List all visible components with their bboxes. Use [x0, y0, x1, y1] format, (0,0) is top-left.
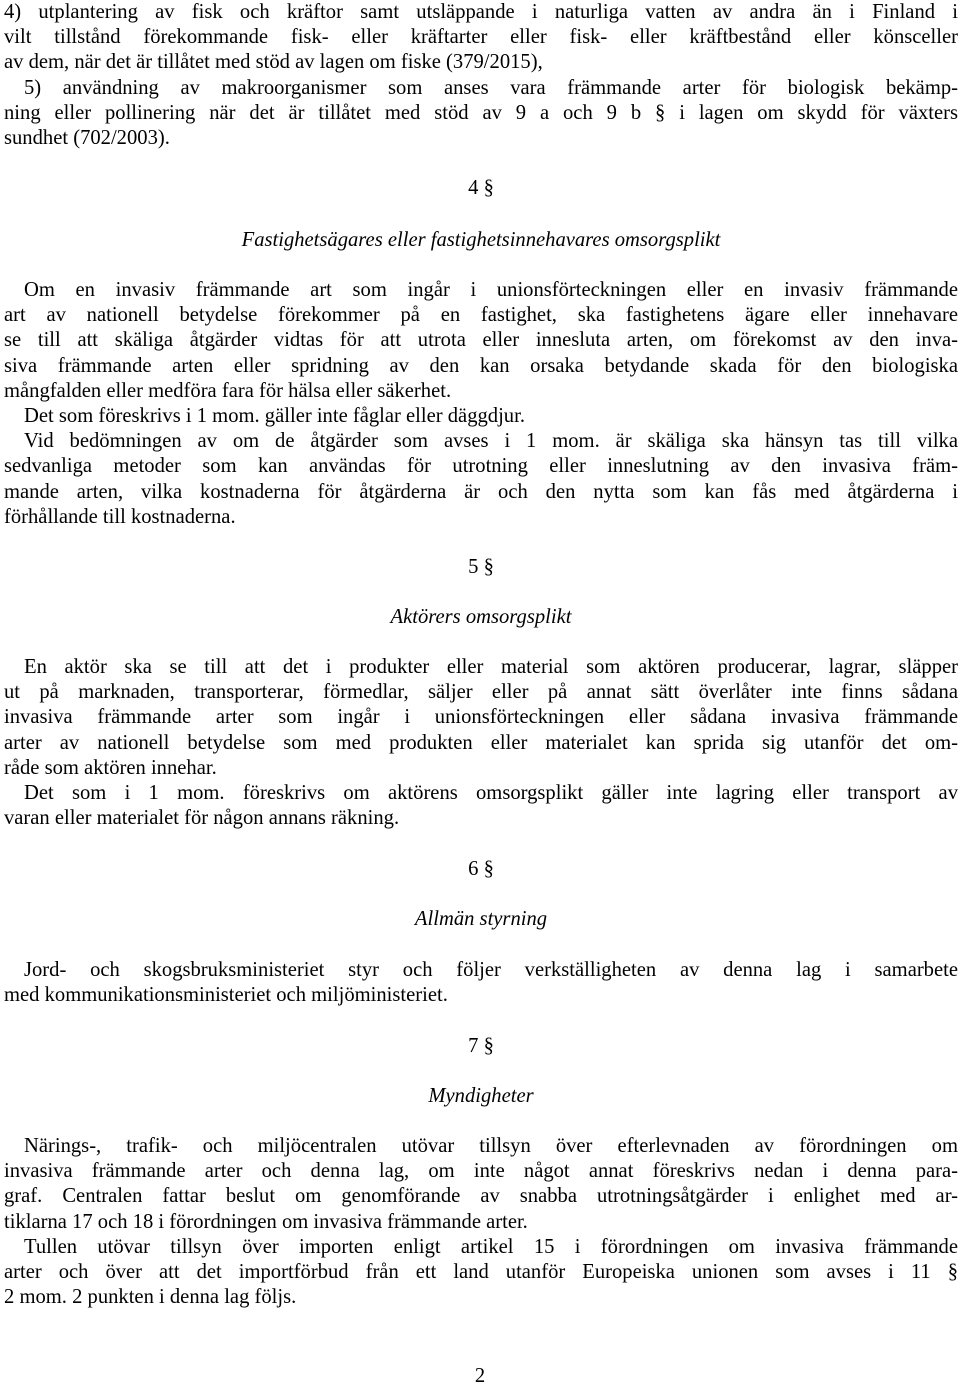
paragraph-line: invasiva främmande arter som ingår i unionsförteckningen eller sådana invasiva främmande	[4, 706, 958, 729]
section-7-body	[4, 1134, 958, 1310]
section-4-number: 4 §	[468, 177, 494, 199]
paragraph-line: En aktör ska se till att det i produkter eller material som aktören producerar, lagrar, släpper	[24, 656, 958, 678]
intro-line: 5) användning av makroorganismer som anses vara främmande arter för biologisk bekämp-	[24, 76, 958, 99]
section-5-body	[4, 655, 958, 831]
paragraph-line: Vid bedömningen av om de åtgärder som avses i 1 mom. är skäliga ska hänsyn tas till vilka	[24, 430, 958, 453]
paragraph-line: med kommunikationsministeriet och miljöministeriet.	[4, 984, 448, 1007]
paragraph-line: förhållande till kostnaderna.	[4, 505, 236, 528]
section-7-number: 7 §	[468, 1035, 494, 1057]
paragraph-line: invasiva främmande arter och denna lag, om inte något annat föreskrivs nedan i denna para-	[4, 1160, 958, 1183]
paragraph-line: graf. Centralen fattar beslut om genomförande av snabba utrotningsåtgärder i enlighet med ar-	[4, 1185, 958, 1208]
paragraph-line: ut på marknaden, transporterar, förmedlar, säljer eller på annat sätt överlåter inte finns sådana	[4, 681, 958, 704]
section-4-body	[4, 278, 958, 530]
paragraph-line: Närings-, trafik- och miljöcentralen utövar tillsyn över efterlevnaden av förordningen om	[24, 1135, 958, 1157]
section-6-title: Allmän styrning	[414, 908, 548, 930]
section-6-body	[4, 958, 958, 1008]
paragraph-line: Jord- och skogsbruksministeriet styr och följer verkställigheten av denna lag i samarbete	[24, 959, 958, 981]
paragraph-line: mande arten, vilka kostnaderna för åtgärderna är och den nytta som kan fås med åtgärderna i	[4, 480, 958, 503]
paragraph-line: Tullen utövar tillsyn över importen enligt artikel 15 i förordningen om invasiva främmande	[24, 1235, 958, 1258]
section-7-title: Myndigheter	[428, 1085, 534, 1107]
paragraph-line: siva främmande arten eller spridning av den kan orsaka betydande skada för den biologiska	[4, 354, 958, 377]
intro-line: vilt tillstånd förekommande fisk- eller kräftarter eller fisk- eller kräftbestånd eller könsceller	[4, 26, 958, 49]
intro-list	[4, 0, 958, 151]
paragraph-line: mångfalden eller medföra fara för hälsa eller säkerhet.	[4, 379, 452, 402]
paragraph-line: 2 mom. 2 punkten i denna lag följs.	[4, 1286, 297, 1309]
paragraph-line: råde som aktören innehar.	[4, 756, 217, 779]
intro-line: sundhet (702/2003).	[4, 127, 170, 150]
paragraph-line: sedvanliga metoder som kan användas för utrotning eller inneslutning av den invasiva främ-	[4, 455, 958, 478]
section-4-title: Fastighetsägares eller fastighetsinnehavares omsorgsplikt	[241, 229, 721, 251]
paragraph-line: arter och över att det importförbud från ett land utanför Europeiska unionen som avses i 11 §	[4, 1261, 958, 1284]
section-5-number: 5 §	[468, 556, 494, 578]
paragraph-line: arter av nationell betydelse som med produkten eller materialet kan sprida sig utanför det om-	[4, 731, 958, 754]
section-6-number: 6 §	[468, 858, 494, 880]
intro-line: ning eller pollinering när det är tillåtet med stöd av 9 a och 9 b § i lagen om skydd för växters	[4, 101, 958, 124]
intro-line: av dem, när det är tillåtet med stöd av lagen om fiske (379/2015),	[4, 51, 543, 74]
section-5-title: Aktörers omsorgsplikt	[390, 606, 572, 628]
paragraph-line: se till att skäliga åtgärder vidtas för att utrota eller innesluta arten, om förekomst av den inva-	[4, 329, 958, 352]
paragraph-line: Det som föreskrivs i 1 mom. gäller inte fåglar eller däggdjur.	[24, 405, 525, 428]
intro-line: 4) utplantering av fisk och kräftor samt utsläppande i naturliga vatten av andra än i Finland i	[4, 1, 958, 23]
paragraph-line: varan eller materialet för någon annans räkning.	[4, 807, 400, 830]
paragraph-line: tiklarna 17 och 18 i förordningen om invasiva främmande arter.	[4, 1210, 528, 1233]
page-number: 2	[474, 1365, 486, 1387]
paragraph-line: art av nationell betydelse förekommer på en fastighet, ska fastighetens ägare eller innehavare	[4, 304, 958, 327]
paragraph-line: Det som i 1 mom. föreskrivs om aktörens omsorgsplikt gäller inte lagring eller transport av	[24, 782, 958, 805]
paragraph-line: Om en invasiv främmande art som ingår i unionsförteckningen eller en invasiv främmande	[24, 279, 958, 301]
